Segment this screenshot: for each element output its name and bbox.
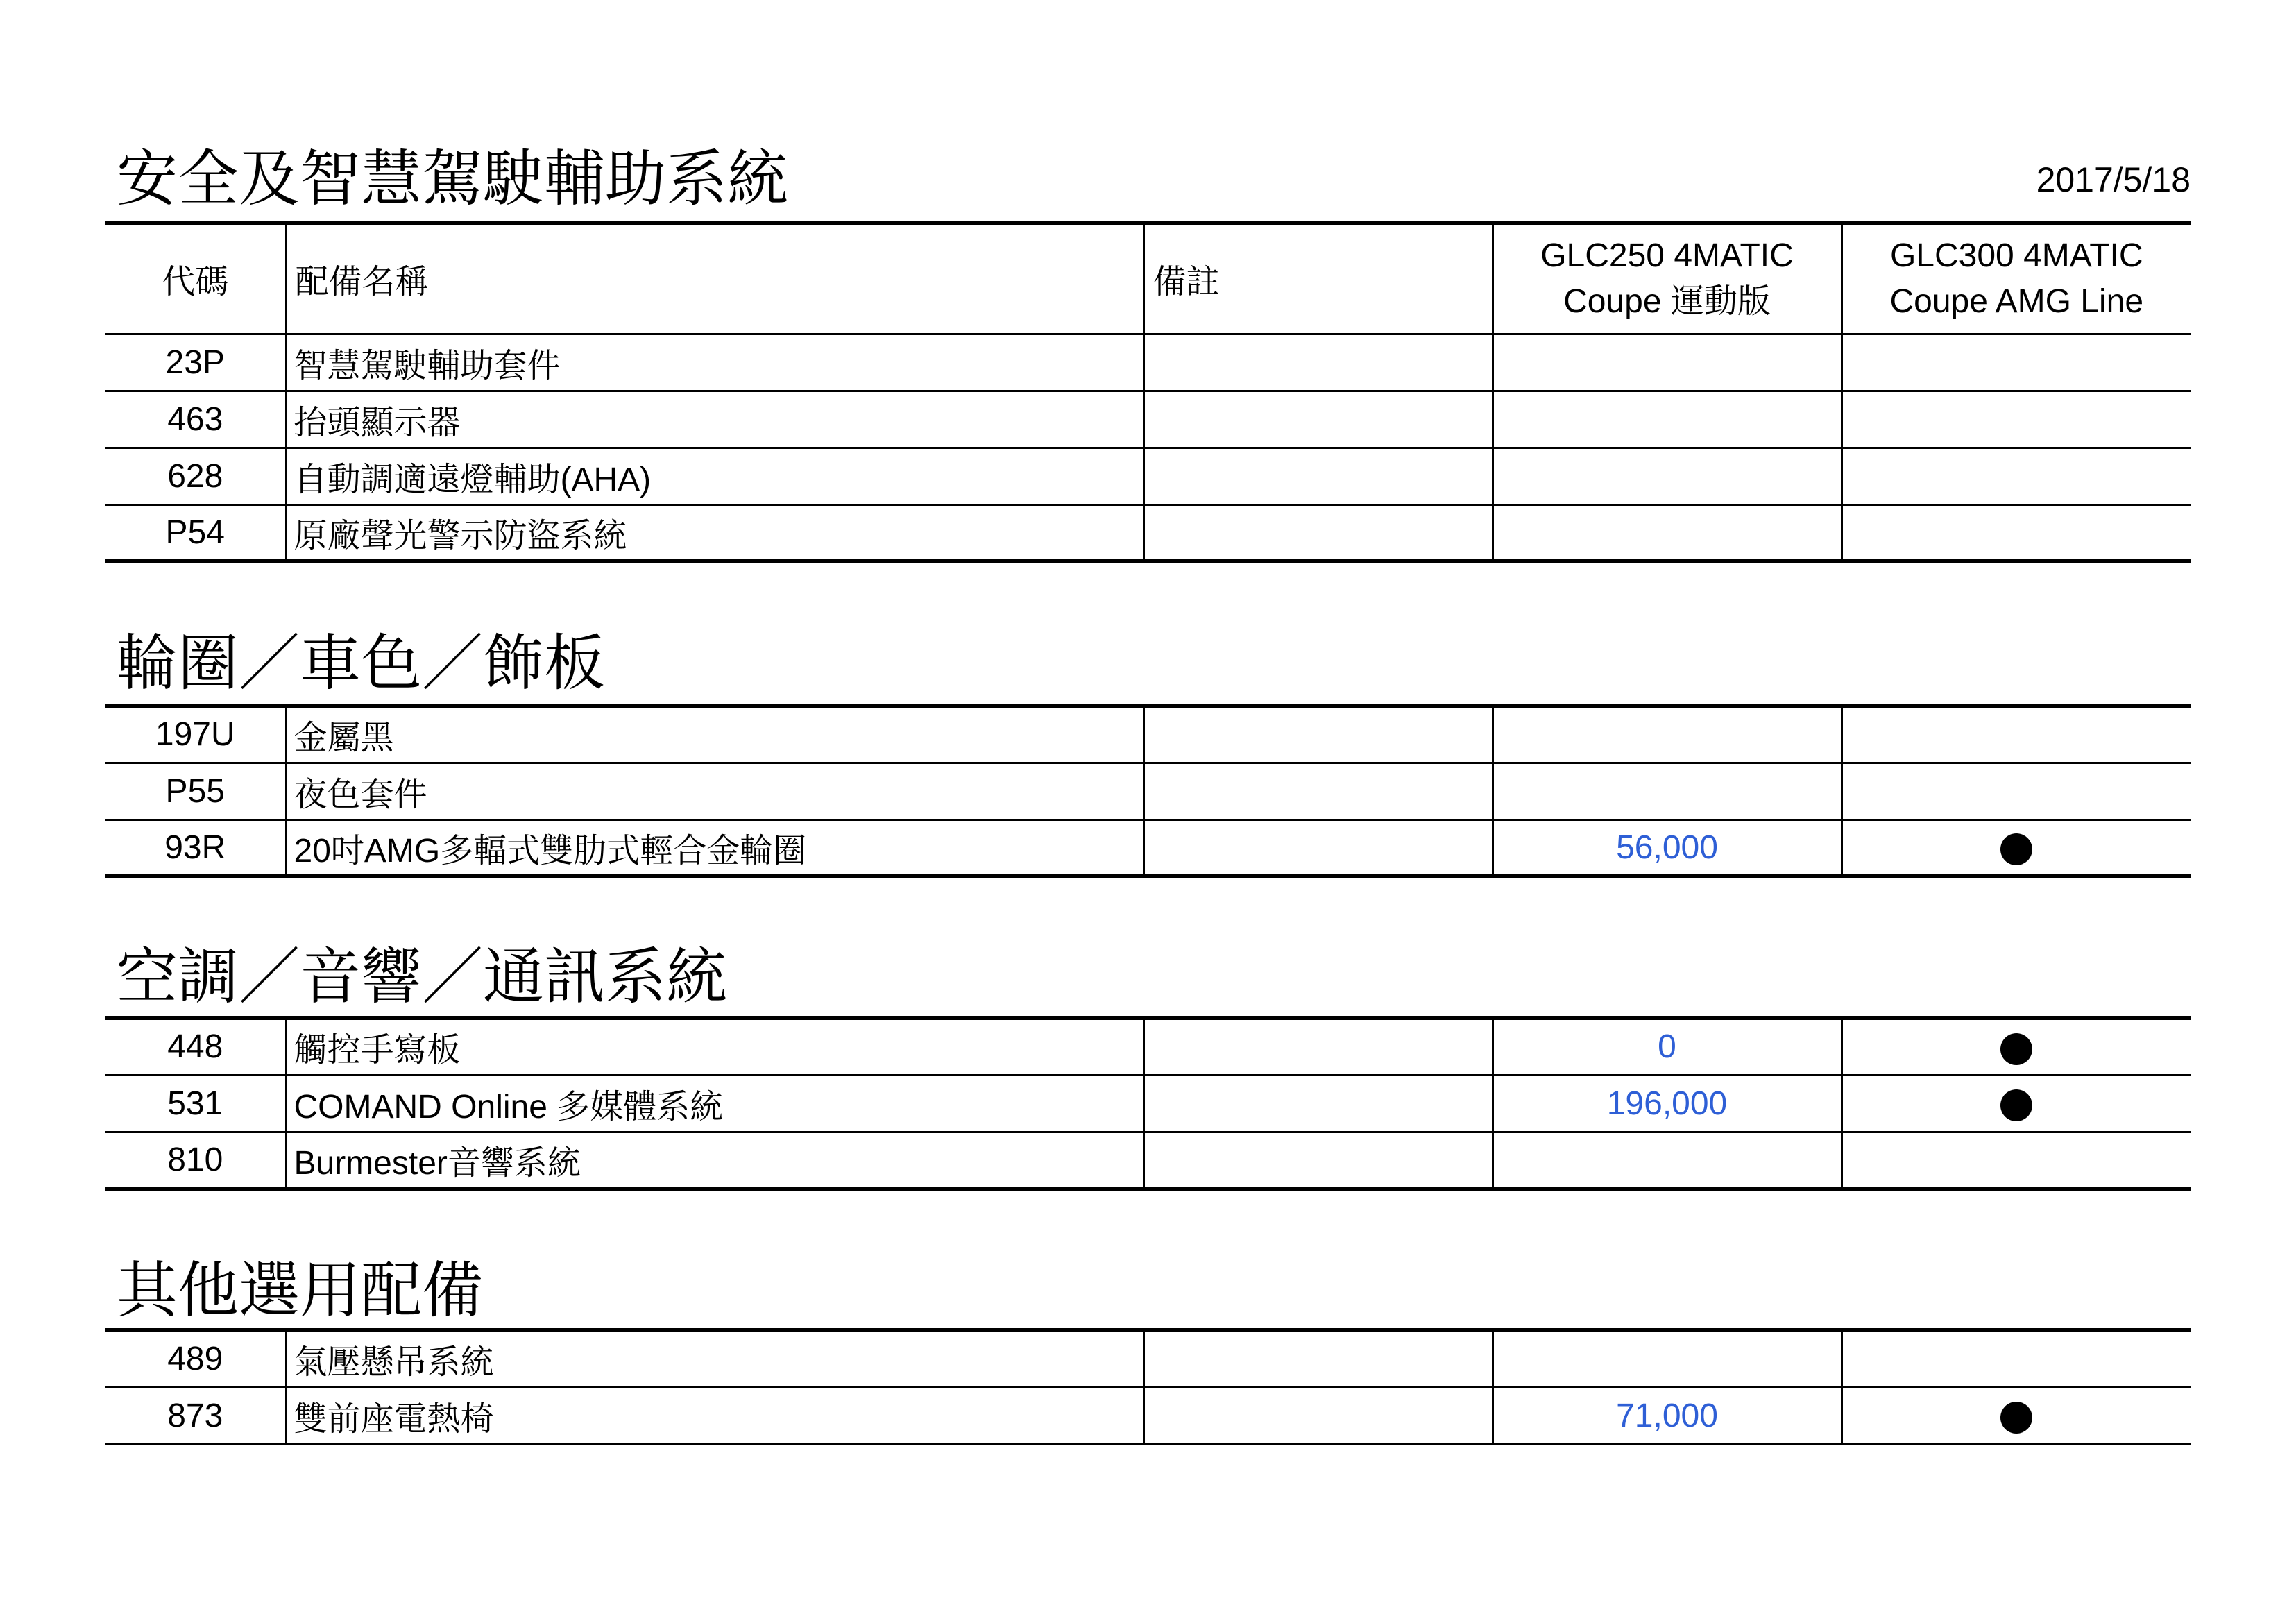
option-price-glc250: 0 — [1493, 1018, 1842, 1075]
table-row — [105, 448, 2191, 504]
option-code: 531 — [105, 1075, 286, 1132]
option-name: 自動調適遠燈輔助(AHA) — [286, 448, 1143, 504]
option-code: 489 — [105, 1330, 286, 1387]
option-code: 23P — [105, 334, 286, 391]
option-glc300 — [1842, 819, 2191, 876]
option-note — [1143, 1387, 1493, 1444]
option-note — [1143, 1018, 1493, 1075]
option-note — [1143, 334, 1493, 391]
option-price-glc250 — [1493, 334, 1842, 391]
option-code: 463 — [105, 391, 286, 448]
option-glc300 — [1842, 706, 2191, 763]
option-name: 氣壓懸吊系統 — [286, 1330, 1143, 1387]
option-price-glc250 — [1493, 1330, 1842, 1387]
option-code: 628 — [105, 448, 286, 504]
option-name: COMAND Online 多媒體系統 — [286, 1075, 1143, 1132]
option-price-glc250: 71,000 — [1493, 1387, 1842, 1444]
option-name: 雙前座電熱椅 — [286, 1387, 1143, 1444]
document-date: 2017/5/18 — [2036, 160, 2191, 199]
table-safety — [105, 221, 2191, 563]
option-note — [1143, 1132, 1493, 1189]
section-title-wheels-colors: 輪圈／車色／飾板 — [117, 629, 606, 697]
table-row — [105, 763, 2191, 819]
table-row — [105, 1018, 2191, 1075]
option-note — [1143, 391, 1493, 448]
option-price-glc250 — [1493, 391, 1842, 448]
header-note: 備註 — [1143, 223, 1493, 334]
table-row — [105, 1387, 2191, 1444]
option-name: 夜色套件 — [286, 763, 1143, 819]
option-code: P54 — [105, 504, 286, 561]
table-audio-comm — [105, 1016, 2191, 1191]
option-name: 金屬黑 — [286, 706, 1143, 763]
option-note — [1143, 1075, 1493, 1132]
option-glc300 — [1842, 1330, 2191, 1387]
table-row — [105, 391, 2191, 448]
option-note — [1143, 763, 1493, 819]
header-model-glc300-line2: Coupe AMG Line — [1889, 282, 2144, 320]
option-price-glc250: 196,000 — [1493, 1075, 1842, 1132]
option-note — [1143, 1330, 1493, 1387]
table-row — [105, 1132, 2191, 1189]
option-name: 抬頭顯示器 — [286, 391, 1143, 448]
option-name: 觸控手寫板 — [286, 1018, 1143, 1075]
filled-circle-icon — [2000, 1033, 2032, 1065]
option-price-glc250 — [1493, 1132, 1842, 1189]
option-glc300 — [1842, 1387, 2191, 1444]
option-glc300 — [1842, 763, 2191, 819]
option-note — [1143, 819, 1493, 876]
section-title-other-options: 其他選用配備 — [117, 1256, 484, 1325]
option-glc300 — [1842, 1132, 2191, 1189]
section-title-audio-comm: 空調／音響／通訊系統 — [117, 942, 728, 1011]
table-wheels-colors — [105, 704, 2191, 878]
option-glc300 — [1842, 1018, 2191, 1075]
table-row — [105, 819, 2191, 876]
option-price-glc250 — [1493, 763, 1842, 819]
header-model-glc250 — [1493, 223, 1842, 334]
option-name: 智慧駕駛輔助套件 — [286, 334, 1143, 391]
option-glc300 — [1842, 1075, 2191, 1132]
option-code: P55 — [105, 763, 286, 819]
option-price-glc250 — [1493, 706, 1842, 763]
header-code: 代碼 — [105, 223, 286, 334]
option-name: Burmester音響系統 — [286, 1132, 1143, 1189]
filled-circle-icon — [2000, 833, 2032, 865]
option-price-glc250 — [1493, 504, 1842, 561]
option-glc300 — [1842, 504, 2191, 561]
table-row — [105, 1330, 2191, 1387]
option-glc300 — [1842, 448, 2191, 504]
option-glc300 — [1842, 334, 2191, 391]
header-model-glc300-line1: GLC300 4MATIC — [1889, 237, 2143, 274]
option-glc300 — [1842, 391, 2191, 448]
option-note — [1143, 504, 1493, 561]
header-model-glc250-line2: Coupe 運動版 — [1563, 282, 1771, 320]
table-row — [105, 334, 2191, 391]
header-model-glc250-line1: GLC250 4MATIC — [1540, 237, 1794, 274]
option-price-glc250: 56,000 — [1493, 819, 1842, 876]
table-other-options — [105, 1328, 2191, 1445]
option-code: 197U — [105, 706, 286, 763]
option-price-glc250 — [1493, 448, 1842, 504]
filled-circle-icon — [2000, 1402, 2032, 1434]
option-code: 810 — [105, 1132, 286, 1189]
option-name: 20吋AMG多輻式雙肋式輕合金輪圈 — [286, 819, 1143, 876]
table-header-row — [105, 223, 2191, 334]
table-row — [105, 706, 2191, 763]
option-name: 原廠聲光警示防盜系統 — [286, 504, 1143, 561]
option-note — [1143, 448, 1493, 504]
option-code: 873 — [105, 1387, 286, 1444]
option-code: 93R — [105, 819, 286, 876]
table-row — [105, 504, 2191, 561]
option-note — [1143, 706, 1493, 763]
header-model-glc300 — [1842, 223, 2191, 334]
filled-circle-icon — [2000, 1089, 2032, 1121]
table-row — [105, 1075, 2191, 1132]
header-name: 配備名稱 — [286, 223, 1143, 334]
section-title-safety: 安全及智慧駕駛輔助系統 — [117, 144, 789, 213]
option-code: 448 — [105, 1018, 286, 1075]
